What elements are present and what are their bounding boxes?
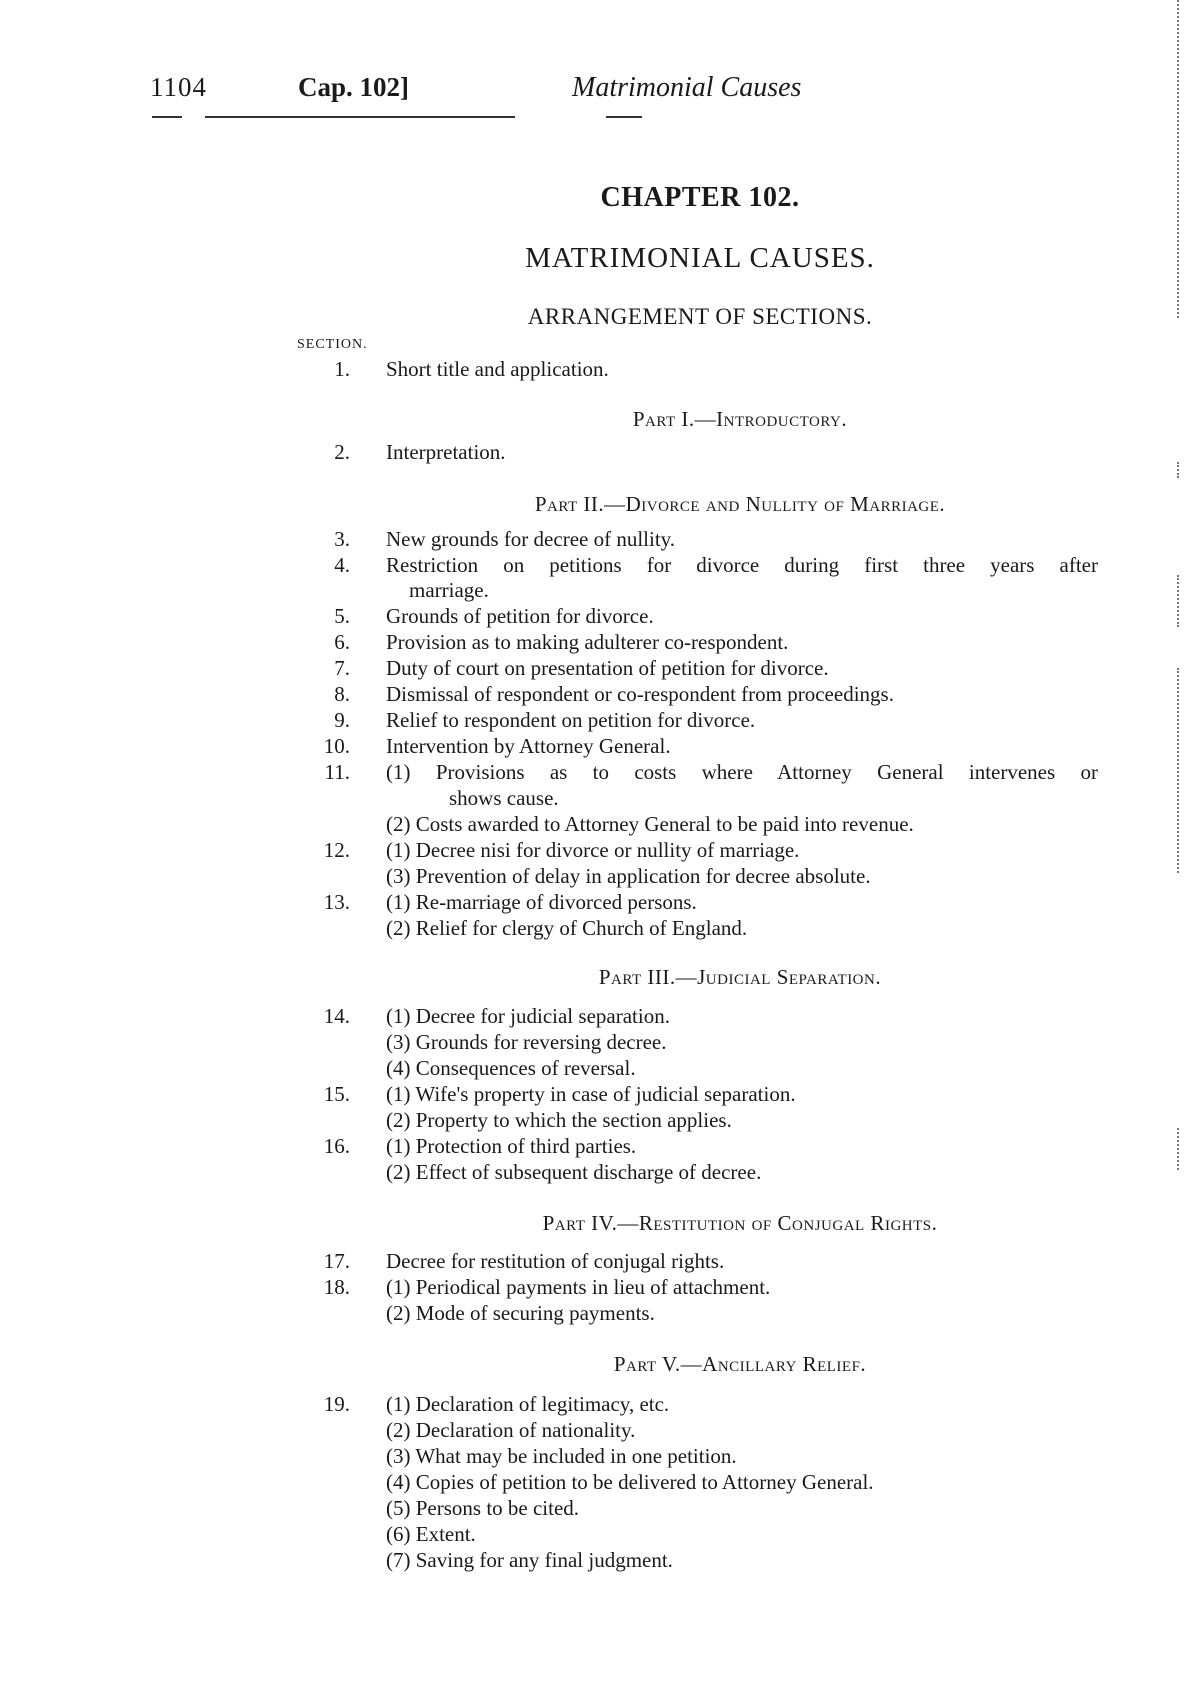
section-number: 13. bbox=[323, 890, 350, 914]
subsection-title: (1) Re-marriage of divorced persons. bbox=[386, 890, 697, 914]
section-title: Dismissal of respondent or co-respondent from proceedings. bbox=[386, 682, 894, 706]
subsection-title: (4) Copies of petition to be delivered to Attorney General. bbox=[386, 1470, 874, 1494]
subsection-title: (3) What may be included in one petition. bbox=[386, 1444, 737, 1468]
part-heading: Part II.—Divorce and Nullity of Marriage. bbox=[534, 492, 946, 516]
chapter-heading: CHAPTER 102. bbox=[600, 182, 800, 213]
chapter-reference: Cap. 102] bbox=[298, 72, 410, 102]
subsection-title: (1) Decree nisi for divorce or nullity of marriage. bbox=[386, 838, 800, 862]
page-number: 1104 bbox=[150, 72, 207, 102]
scan-edge-mark bbox=[1177, 462, 1181, 478]
section-number: 17. bbox=[323, 1249, 350, 1273]
subsection-title: (1) Wife's property in case of judicial separation. bbox=[386, 1082, 796, 1106]
section-column-label: SECTION. bbox=[297, 337, 368, 352]
section-number: 6. bbox=[334, 630, 350, 654]
section-number: 5. bbox=[334, 604, 350, 628]
section-number: 12. bbox=[323, 838, 350, 862]
subsection-title: (4) Consequences of reversal. bbox=[386, 1056, 636, 1080]
subsection-title: (6) Extent. bbox=[386, 1522, 476, 1546]
subsection-title: (2) Mode of securing payments. bbox=[386, 1301, 655, 1325]
section-title: Provision as to making adulterer co-respondent. bbox=[386, 630, 789, 654]
arrangement-heading: ARRANGEMENT OF SECTIONS. bbox=[527, 304, 873, 329]
scan-edge-mark bbox=[1177, 575, 1181, 627]
subsection-title: (1) Protection of third parties. bbox=[386, 1134, 637, 1158]
section-number: 7. bbox=[334, 656, 350, 680]
section-number: 3. bbox=[334, 527, 350, 551]
section-title: Short title and application. bbox=[386, 357, 609, 381]
section-number: 14. bbox=[323, 1004, 350, 1028]
section-number: 10. bbox=[323, 734, 350, 758]
subsection-title: (2) Declaration of nationality. bbox=[386, 1418, 636, 1442]
section-title: Decree for restitution of conjugal rights. bbox=[386, 1249, 725, 1273]
subsection-title: (5) Persons to be cited. bbox=[386, 1496, 580, 1520]
subsection-title: (3) Grounds for reversing decree. bbox=[386, 1030, 667, 1054]
scan-edge-mark bbox=[1177, 0, 1181, 318]
section-number: 18. bbox=[323, 1275, 350, 1299]
header-rule-main bbox=[205, 116, 515, 118]
running-title: Matrimonial Causes bbox=[572, 72, 802, 103]
section-number: 19. bbox=[323, 1392, 350, 1416]
section-number: 15. bbox=[323, 1082, 350, 1106]
section-title: Restriction on petitions for divorce during first three years after bbox=[386, 553, 1098, 577]
header-rule-right bbox=[606, 116, 642, 118]
section-title: Interpretation. bbox=[386, 440, 506, 464]
section-number: 4. bbox=[334, 553, 350, 577]
section-number: 2. bbox=[334, 440, 350, 464]
subsection-title: (7) Saving for any final judgment. bbox=[386, 1548, 673, 1572]
part-heading: Part IV.—Restitution of Conjugal Rights. bbox=[542, 1211, 938, 1235]
section-title: Relief to respondent on petition for divorce. bbox=[386, 708, 756, 732]
subsection-title: (1) Declaration of legitimacy, etc. bbox=[386, 1392, 670, 1416]
section-number: 11. bbox=[324, 760, 350, 784]
section-title: Duty of court on presentation of petition for divorce. bbox=[386, 656, 829, 680]
section-title: Grounds of petition for divorce. bbox=[386, 604, 654, 628]
part-heading: Part I.—Introductory. bbox=[632, 407, 848, 431]
header-rule-left bbox=[152, 116, 182, 118]
subsection-title-continued: shows cause. bbox=[449, 786, 559, 810]
scan-edge-mark bbox=[1177, 1128, 1181, 1170]
section-title-continued: marriage. bbox=[409, 578, 489, 602]
subsection-title: (1) Decree for judicial separation. bbox=[386, 1004, 670, 1028]
subsection-title: (3) Prevention of delay in application for decree absolute. bbox=[386, 864, 871, 888]
part-heading: Part V.—Ancillary Relief. bbox=[613, 1352, 867, 1376]
section-number: 1. bbox=[334, 357, 350, 381]
subsection-title: (2) Effect of subsequent discharge of decree. bbox=[386, 1160, 762, 1184]
section-title: Intervention by Attorney General. bbox=[386, 734, 671, 758]
section-number: 9. bbox=[334, 708, 350, 732]
part-heading: Part III.—Judicial Separation. bbox=[598, 965, 882, 989]
subsection-title: (1) Provisions as to costs where Attorney General intervenes or bbox=[386, 760, 1098, 784]
act-title: MATRIMONIAL CAUSES. bbox=[525, 242, 875, 274]
subsection-title: (2) Costs awarded to Attorney General to be paid into revenue. bbox=[386, 812, 914, 836]
scan-edge-mark bbox=[1177, 668, 1181, 873]
subsection-title: (2) Property to which the section applies. bbox=[386, 1108, 732, 1132]
subsection-title: (1) Periodical payments in lieu of attachment. bbox=[386, 1275, 771, 1299]
subsection-title: (2) Relief for clergy of Church of England. bbox=[386, 916, 748, 940]
section-number: 8. bbox=[334, 682, 350, 706]
section-number: 16. bbox=[323, 1134, 350, 1158]
running-header bbox=[0, 72, 1200, 122]
section-title: New grounds for decree of nullity. bbox=[386, 527, 676, 551]
